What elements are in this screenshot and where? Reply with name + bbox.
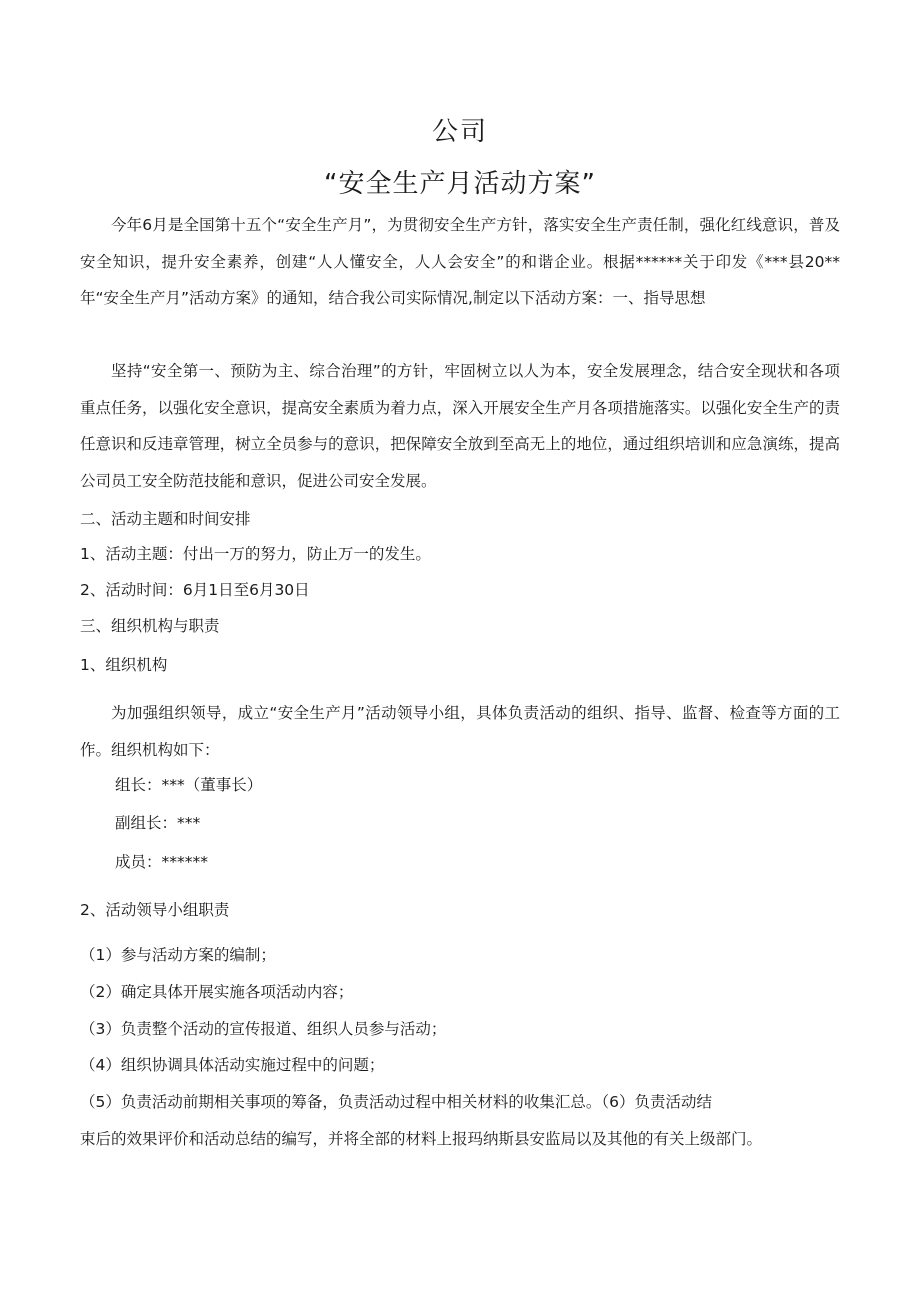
org-paragraph: 为加强组织领导，成立“安全生产月”活动领导小组，具体负责活动的组织、指导、监督、检查等方面的工作。组织机构如下： [80,704,840,759]
org-leader: 组长：***（董事长） [115,776,263,794]
duty-item: （3）负责整个活动的宣传报道、组织人员参与活动； [80,1020,447,1038]
org-members: 成员：****** [115,853,209,871]
document-title-company: 公司 [431,117,488,147]
org-deputy: 副组长：*** [115,814,201,832]
intro-paragraph: 今年6月是全国第十五个“安全生产月”，为贯彻安全生产方针，落实安全生产责任制，强化红线意识，普及安全知识，提升安全素养，创建“人人懂安全，人人会安全”的和谐企业。根据******关于印发《***县20**年“安全生产月”活动方案》的通知，结合我公司实际情况,制定以下活动方案：一、指导思想 [80,216,840,307]
section-heading-3: 三、组织机构与职责 [80,617,220,635]
duty-item: （1）参与活动方案的编制； [80,946,276,964]
duty-item: （2）确定具体开展实施各项活动内容； [80,983,354,1001]
duty-item: （4）组织协调具体活动实施过程中的问题； [80,1056,385,1074]
document-title-main: “安全生产月活动方案” [324,169,596,199]
duty-item-5-6-line2: 束后的效果评价和活动总结的编写，并将全部的材料上报玛纳斯县安监局以及其他的有关上级部门。 [80,1130,763,1148]
section-heading-2: 二、活动主题和时间安排 [80,510,251,528]
org-heading: 1、组织机构 [80,656,168,674]
duty-item-5-6-line1: （5）负责活动前期相关事项的筹备，负责活动过程中相关材料的收集汇总。（6）负责活动结 [80,1093,712,1111]
guiding-paragraph: 坚持“安全第一、预防为主、综合治理”的方针，牢固树立以人为本，安全发展理念，结合安全现状和各项重点任务，以强化安全意识，提高安全素质为着力点，深入开展安全生产月各项措施落实。以强化安全生产的责任意识和反违章管理，树立全员参与的意识，把保障安全放到至高无上的地位，通过组织培训和应急演练，提高公司员工安全防范技能和意识，促进公司安全发展。 [80,362,840,490]
activity-time: 2、活动时间：6月1日至6月30日 [80,581,310,599]
duty-heading: 2、活动领导小组职责 [80,901,230,919]
activity-theme: 1、活动主题：付出一万的努力，防止万一的发生。 [80,545,431,563]
